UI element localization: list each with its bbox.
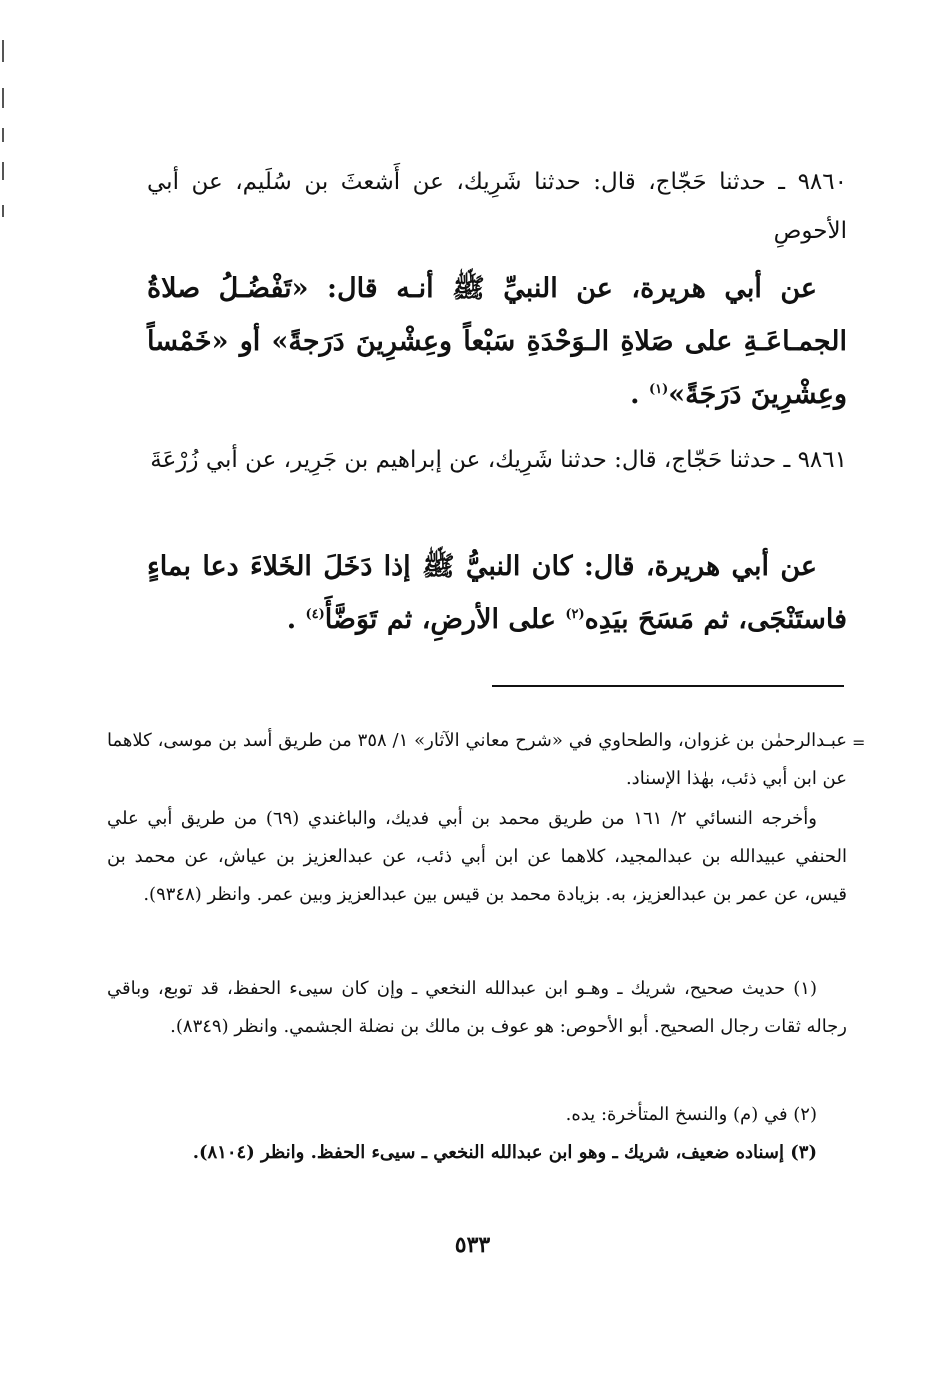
hadith-9861-matn-b: على الأرضِ، ثم تَوَضَّأَ (324, 604, 566, 635)
hadith-9861-matn (147, 540, 847, 646)
footnote-ref-2: (٢) (565, 607, 585, 622)
footnote-nasai-text: وأخرجه النسائي ٢/ ١٦١ من طريق محمد بن أبي فديك، والباغندي (٦٩) من طريق أبي علي الحنفي عبيدالله بن عبدالمجيد، كلاهما عن ابن أبي ذئب، عن عبدالعزيز بن عياش، عن محمد بن قيس، عن عمر بن عبدالعزيز، به. بزيادة محمد بن قيس بين عبدالعزيز وبين عمر. وانظر (٩٣٤٨). (107, 808, 847, 905)
footnote-separator (492, 685, 844, 687)
hadith-9860-isnad: ٩٨٦٠ ـ حدثنا حَجّاج، قال: حدثنا شَرِيك، عن أَشعثَ بن سُلَيم، عن أبي الأحوصِ (147, 169, 847, 244)
footnote-ref-4: (٤) (305, 607, 325, 622)
hadith-9860-end: . (630, 379, 649, 410)
footnote-1-text: (١) حديث صحيح، شريك ـ وهـو ابن عبدالله النخعي ـ وإن كان سيىء الحفظ، قد توبع، وباقي رجاله ثقات رجال الصحيح. أبو الأحوص: هو عوف بن مالك بن نضلة الجشمي. وانظر (٨٣٤٩). (107, 978, 847, 1037)
page-number: ٥٣٣ (454, 1232, 491, 1258)
footnote-nasai (107, 800, 847, 914)
footnote-3-text: (٣) إسناده ضعيف، شريك ـ وهو ابن عبدالله النخعي ـ سيىء الحفظ. وانظر (٨١٠٤). (192, 1142, 817, 1163)
scan-edge-marks (2, 0, 6, 260)
footnote-2-text: (٢) في (م) والنسخ المتأخرة: يده. (565, 1104, 817, 1125)
footnote-ref-1: (١) (648, 382, 669, 397)
hadith-9861-isnad: ٩٨٦١ ـ حدثنا حَجّاج، قال: حدثنا شَرِيك، عن إبراهيم بن جَرِير، عن أبي زُرْعَةَ (150, 447, 847, 473)
hadith-9860-matn (147, 262, 847, 421)
hadith-9860-matn-text: عن أبي هريرة، عن النبيِّ ﷺ أنـه قال: «تَفْضُـلُ صلاةُ الجمـاعَـةِ على صَلاةِ الـوَحْدَةِ سَبْعاً وعِشْرِينَ دَرَجةً» أو «خَمْساً وعِشْرِينَ دَرَجَةً» (147, 273, 847, 410)
footnote-2 (107, 1096, 847, 1134)
footnote-3 (107, 1134, 847, 1172)
hadith-9861-matn-a: عن أبي هريرة، قال: كان النبيُّ ﷺ إذا دَخَلَ الخَلاءَ دعا بماءٍ فاستَنْجَى، ثم مَسَحَ بيَدِه (147, 551, 847, 635)
continuation-mark: = (852, 733, 866, 752)
hadith-9861-end: . (286, 604, 306, 635)
footnote-1 (107, 970, 847, 1046)
footnote-continuation: عبـدالرحمٰن بن غزوان، والطحاوي في «شرح معاني الآثار» ١/ ٣٥٨ من طريق أسد بن موسى، كلاهما عن ابن أبي ذئب، بهٰذا الإسناد. (107, 730, 847, 789)
